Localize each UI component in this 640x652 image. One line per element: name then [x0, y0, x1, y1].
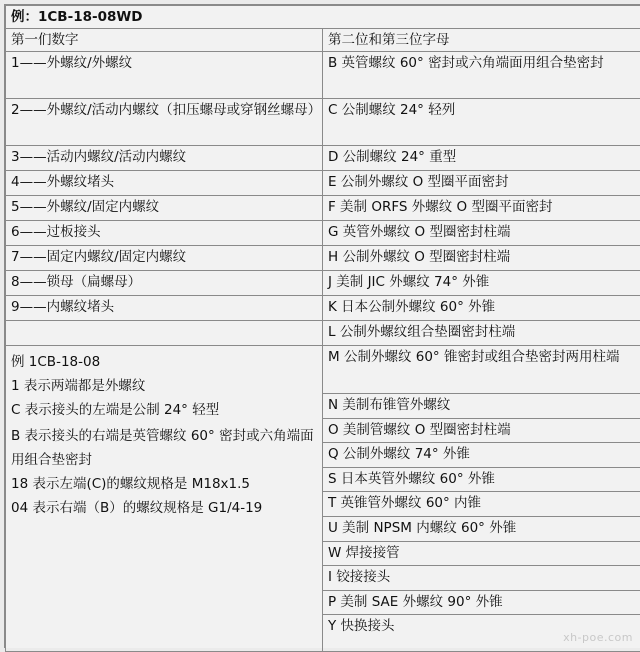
table-row: [6, 321, 640, 346]
list-item: W 焊接接管: [323, 542, 640, 567]
example-row: [6, 346, 640, 652]
table-row: [6, 246, 640, 271]
header-second-third-letter: 第二位和第三位字母: [323, 29, 640, 52]
letter-cell: B 英管螺纹 60° 密封或六角端面用组合垫密封: [323, 52, 640, 99]
example-line: B 表示接头的右端是英管螺纹 60° 密封或六角端面用组合垫密封: [11, 424, 318, 472]
list-item: M 公制外螺纹 60° 锥密封或组合垫密封两用柱端: [323, 346, 640, 394]
table-title: 例：1CB-18-08WD: [6, 6, 640, 29]
list-item: S 日本英管外螺纹 60° 外锥: [323, 468, 640, 493]
spec-sheet: [4, 4, 640, 648]
list-item: N 美制布锥管外螺纹: [323, 394, 640, 419]
letter-cell: C 公制螺纹 24° 轻列: [323, 99, 640, 146]
digit-cell: 5——外螺纹/固定内螺纹: [6, 196, 323, 221]
table-row: [6, 99, 640, 146]
example-line: 04 表示右端（B）的螺纹规格是 G1/4-19: [11, 496, 318, 520]
digit-cell: 6——过板接头: [6, 221, 323, 246]
digit-cell: 8——锁母（扁螺母）: [6, 271, 323, 296]
table-row: [6, 221, 640, 246]
example-line: 1 表示两端都是外螺纹: [11, 374, 318, 398]
table-row: [6, 196, 640, 221]
list-item: O 美制管螺纹 O 型圈密封柱端: [323, 419, 640, 444]
digit-cell: 4——外螺纹堵头: [6, 171, 323, 196]
digit-cell: 1——外螺纹/外螺纹: [6, 52, 323, 99]
letter-cell: G 英管外螺纹 O 型圈密封柱端: [323, 221, 640, 246]
letter-code-list: [323, 346, 640, 652]
fitting-code-table: [5, 5, 640, 652]
example-cell: [6, 346, 323, 652]
example-line: 18 表示左端(C)的螺纹规格是 M18x1.5: [11, 472, 318, 496]
list-item: I 铰接接头: [323, 566, 640, 591]
digit-cell: 3——活动内螺纹/活动内螺纹: [6, 146, 323, 171]
letter-cell: D 公制螺纹 24° 重型: [323, 146, 640, 171]
watermark-text: xh-poe.com: [563, 631, 633, 644]
list-item: U 美制 NPSM 内螺纹 60° 外锥: [323, 517, 640, 542]
digit-cell: 7——固定内螺纹/固定内螺纹: [6, 246, 323, 271]
digit-cell: 2——外螺纹/活动内螺纹（扣压螺母或穿钢丝螺母）: [6, 99, 323, 146]
letter-cell: L 公制外螺纹组合垫圈密封柱端: [323, 321, 640, 346]
letter-cell: E 公制外螺纹 O 型圈平面密封: [323, 171, 640, 196]
digit-cell-empty: [6, 321, 323, 346]
list-item: Y 快换接头: [323, 615, 640, 639]
table-row: [6, 271, 640, 296]
table-row: [6, 296, 640, 321]
letter-cell: H 公制外螺纹 O 型圈密封柱端: [323, 246, 640, 271]
letter-cell: K 日本公制外螺纹 60° 外锥: [323, 296, 640, 321]
example-title: 例 1CB-18-08: [11, 350, 318, 374]
header-first-digit: 第一们数字: [6, 29, 323, 52]
digit-cell: 9——内螺纹堵头: [6, 296, 323, 321]
letter-cell: J 美制 JIC 外螺纹 74° 外锥: [323, 271, 640, 296]
letter-cell: F 美制 ORFS 外螺纹 O 型圈平面密封: [323, 196, 640, 221]
table-row: [6, 146, 640, 171]
table-row: [6, 52, 640, 99]
list-item: T 英锥管外螺纹 60° 内锥: [323, 492, 640, 517]
table-row: [6, 171, 640, 196]
example-line: C 表示接头的左端是公制 24° 轻型: [11, 398, 318, 422]
list-item: P 美制 SAE 外螺纹 90° 外锥: [323, 591, 640, 616]
list-item: Q 公制外螺纹 74° 外锥: [323, 443, 640, 468]
